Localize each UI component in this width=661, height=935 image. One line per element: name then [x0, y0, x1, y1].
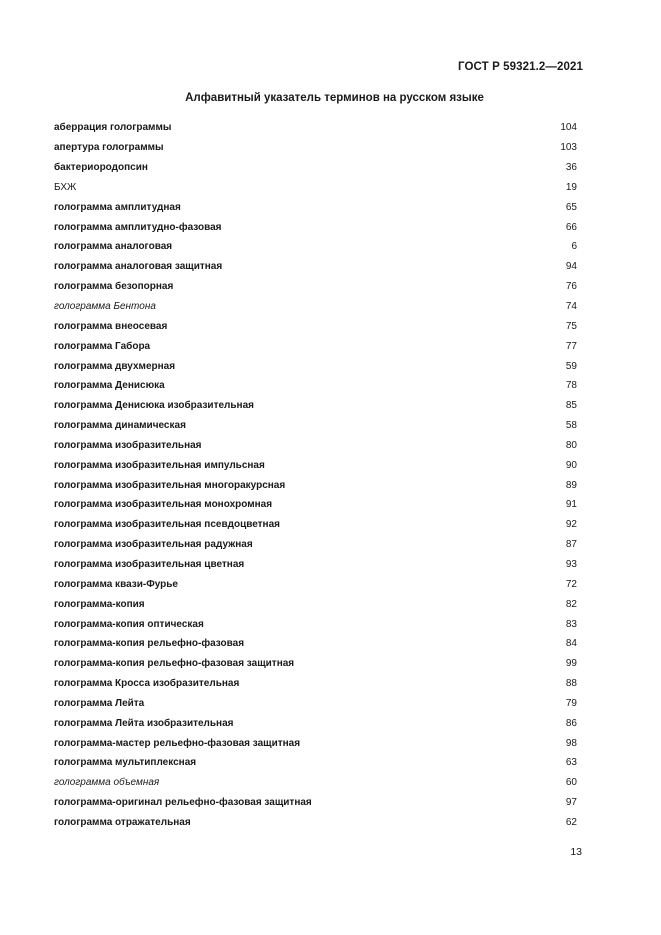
term-row — [54, 654, 577, 674]
term-row — [54, 614, 577, 634]
term-number: 60 — [565, 777, 577, 789]
term-name: голограмма-мастер рельефно-фазовая защитная — [54, 737, 301, 749]
term-row — [54, 475, 577, 495]
term-name: голограмма Лейта изобразительная — [54, 717, 234, 729]
term-number: 86 — [565, 717, 577, 729]
term-row — [54, 277, 577, 297]
term-row — [54, 138, 577, 158]
term-name: голограмма изобразительная многоракурсная — [54, 479, 286, 491]
term-number: 103 — [560, 142, 577, 154]
term-row — [54, 436, 577, 456]
term-name: голограмма квази-Фурье — [54, 578, 178, 590]
term-number: 93 — [565, 558, 577, 570]
term-number: 84 — [565, 638, 577, 650]
term-row — [54, 634, 577, 654]
term-name: голограмма-оригинал рельефно-фазовая защитная — [54, 797, 312, 809]
term-name: голограмма-копия рельефно-фазовая защитная — [54, 658, 295, 670]
term-name: голограмма амплитудная — [54, 201, 181, 213]
term-name: БХЖ — [54, 181, 77, 193]
term-row — [54, 178, 577, 198]
term-row — [54, 753, 577, 773]
term-row — [54, 495, 577, 515]
term-number: 19 — [565, 181, 577, 193]
term-row — [54, 356, 577, 376]
term-number: 92 — [565, 519, 577, 531]
term-row — [54, 396, 577, 416]
term-row — [54, 336, 577, 356]
term-row — [54, 237, 577, 257]
term-name: голограмма аналоговая защитная — [54, 261, 223, 273]
term-number: 85 — [565, 400, 577, 412]
term-name: голограмма изобразительная псевдоцветная — [54, 519, 280, 531]
term-number: 91 — [565, 499, 577, 511]
term-number: 82 — [565, 598, 577, 610]
index-title: Алфавитный указатель терминов на русском языке — [185, 92, 484, 104]
term-number: 66 — [565, 221, 577, 233]
term-name: голограмма Денисюка — [54, 380, 165, 392]
term-number: 76 — [565, 281, 577, 293]
term-number: 75 — [565, 320, 577, 332]
term-name: аберрация голограммы — [54, 122, 172, 134]
term-row — [54, 515, 577, 535]
term-name: голограмма изобразительная цветная — [54, 558, 245, 570]
term-row — [54, 257, 577, 277]
term-row — [54, 416, 577, 436]
term-name: голограмма отражательная — [54, 816, 191, 828]
term-row — [54, 555, 577, 575]
term-row — [54, 713, 577, 733]
term-number: 83 — [565, 618, 577, 630]
term-name: голограмма динамическая — [54, 420, 186, 432]
term-number: 87 — [565, 539, 577, 551]
term-name: голограмма изобразительная радужная — [54, 539, 253, 551]
term-row — [54, 674, 577, 694]
term-name: голограмма Денисюка изобразительная — [54, 400, 254, 412]
term-number: 59 — [565, 360, 577, 372]
term-row — [54, 793, 577, 813]
term-number: 97 — [565, 797, 577, 809]
term-index-list — [54, 118, 577, 832]
term-name: голограмма мультиплексная — [54, 757, 197, 769]
term-number: 58 — [565, 420, 577, 432]
term-name: голограмма-копия — [54, 598, 145, 610]
term-row — [54, 158, 577, 178]
term-name: голограмма двухмерная — [54, 360, 176, 372]
term-row — [54, 535, 577, 555]
term-row — [54, 693, 577, 713]
term-number: 65 — [565, 201, 577, 213]
term-row — [54, 376, 577, 396]
term-row — [54, 118, 577, 138]
term-name: голограмма изобразительная импульсная — [54, 459, 265, 471]
page-number: 13 — [570, 846, 582, 858]
term-name: голограмма изобразительная — [54, 439, 202, 451]
term-name: апертура голограммы — [54, 142, 164, 154]
term-row — [54, 297, 577, 317]
term-row — [54, 773, 577, 793]
term-name: голограмма безопорная — [54, 281, 174, 293]
term-name: голограмма изобразительная монохромная — [54, 499, 273, 511]
term-name: голограмма-копия рельефно-фазовая — [54, 638, 245, 650]
term-name: голограмма аналоговая — [54, 241, 173, 253]
term-name: голограмма Лейта — [54, 697, 145, 709]
term-number: 80 — [565, 439, 577, 451]
term-number: 99 — [565, 658, 577, 670]
term-name: голограмма внеосевая — [54, 320, 168, 332]
term-number: 74 — [565, 301, 577, 313]
term-number: 79 — [565, 697, 577, 709]
term-row — [54, 455, 577, 475]
term-number: 89 — [565, 479, 577, 491]
term-name: бактериородопсин — [54, 162, 148, 174]
term-number: 90 — [565, 459, 577, 471]
term-number: 104 — [560, 122, 577, 134]
term-row — [54, 217, 577, 237]
term-row — [54, 574, 577, 594]
term-row — [54, 316, 577, 336]
term-number: 6 — [571, 241, 577, 253]
term-name: голограмма-копия оптическая — [54, 618, 204, 630]
term-number: 77 — [565, 340, 577, 352]
term-number: 98 — [565, 737, 577, 749]
term-name: голограмма Бентона — [54, 301, 156, 313]
term-name: голограмма Габора — [54, 340, 151, 352]
term-number: 78 — [565, 380, 577, 392]
term-number: 72 — [565, 578, 577, 590]
term-name: голограмма Кросса изобразительная — [54, 678, 240, 690]
document-code: ГОСТ Р 59321.2—2021 — [458, 61, 583, 73]
term-name: голограмма амплитудно-фазовая — [54, 221, 222, 233]
term-row — [54, 594, 577, 614]
term-name: голограмма объемная — [54, 777, 160, 789]
term-row — [54, 733, 577, 753]
term-number: 88 — [565, 678, 577, 690]
term-row — [54, 197, 577, 217]
term-number: 36 — [565, 162, 577, 174]
term-number: 94 — [565, 261, 577, 273]
term-number: 62 — [565, 816, 577, 828]
term-number: 63 — [565, 757, 577, 769]
term-row — [54, 813, 577, 833]
